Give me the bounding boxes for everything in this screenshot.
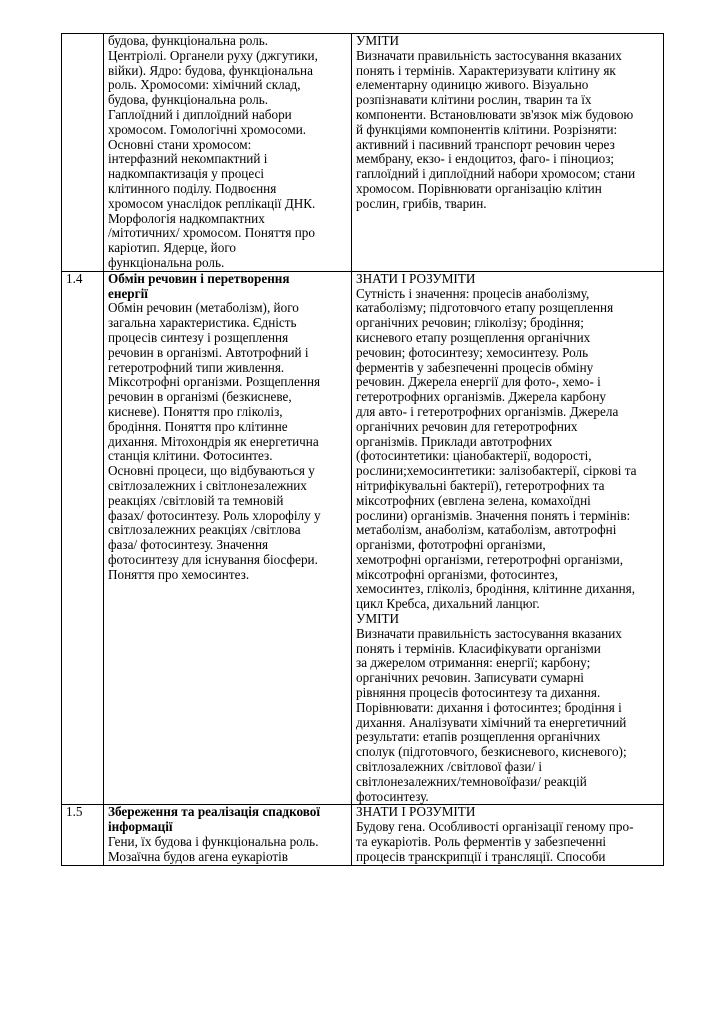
topic-text-line: Основні процеси, що відбуваються у [108, 463, 315, 479]
requirements-text-line: світлозалежних /світлової фази/ і [356, 759, 543, 775]
requirements-text-line: гаплоїдний і диплоїдний набори хромосом; стани [356, 166, 636, 182]
topic-text-line: війки). Ядро: будова, функціональна [108, 62, 313, 78]
requirements-text-line: сполук (підготовчого, безкисневого, кисневого); [356, 744, 627, 760]
topic-text-line: світлозалежних реакціях /світлова [108, 522, 301, 538]
topic-text-line: загальна характеристика. Єдність [108, 315, 297, 331]
topic-text-line: Основні стани хромосом: [108, 136, 252, 152]
requirements-text-line: організми, фототрофні організми, [356, 537, 546, 553]
requirements-text-line: нітрифікувальні бактерії), гетеротрофних та [356, 477, 605, 493]
requirements-text-line: рослини;хемосинтетики: залізобактерії, сіркові та [356, 463, 637, 479]
topic-text-line: /мітотичних/ хромосом. Поняття про [108, 225, 315, 241]
requirements-text-line: результати: етапів розщеплення органічних [356, 729, 601, 745]
topic-text-line: станція клітини. Фотосинтез. [108, 448, 273, 464]
requirements-text-line: рослин, грибів, тварин. [356, 195, 487, 211]
requirements-text-line: світлонезалежних/темновоїфази/ реакцій [356, 773, 587, 789]
requirements-text-line: Будову гена. Особливості організації геному про- [356, 819, 634, 835]
requirements-text-line: ферментів у забезпеченні процесів обміну [356, 359, 594, 375]
requirements-text-line: мембрану, екзо- і ендоцитоз, фаго- і піноциоз; [356, 151, 615, 167]
requirements-text-line: ЗНАТИ І РОЗУМІТИ [356, 804, 476, 820]
requirements-text-line: для авто- і гетеротрофних організмів. Джерела [356, 403, 619, 419]
requirements-text-line: Визначати правильність застосування вказаних [356, 625, 622, 641]
topic-text-line: хромосом. Гомологічні хромосоми. [108, 121, 307, 137]
section-number: 1.5 [62, 805, 104, 865]
requirements-text-line: (фотосинтетики: ціанобактерії, водорості, [356, 448, 592, 464]
requirements-text-line: понять і термінів. Класифікувати організми [356, 640, 601, 656]
topic-text-line: будова, функціональна роль. [108, 92, 269, 108]
topic-text-line: хромосом унаслідок реплікації ДНК. [108, 195, 316, 211]
requirements-text-line: УМІТИ [356, 33, 400, 48]
requirements-text-line: Сутність і значення: процесів анаболізму, [356, 285, 590, 301]
topic-text-line: каріотип. Ядерце, його [108, 240, 236, 256]
requirements-text-line: Порівнювати: дихання і фотосинтез; бродіння і [356, 699, 622, 715]
table-row [62, 34, 664, 272]
topic-text-line: роль. Хромосоми: хімічний склад, [108, 77, 301, 93]
topic-text-line: дихання. Мітохондрія як енергетична [108, 433, 319, 449]
requirements-text-line: органічних речовин. Записувати сумарні [356, 670, 584, 686]
requirements-cell [352, 271, 664, 805]
requirements-text-line: компоненти. Встановлювати зв'язок між будовою [356, 106, 634, 122]
requirements-text-line: процесів транскрипції і трансляції. Способи [356, 848, 606, 864]
requirements-cell [352, 805, 664, 865]
requirements-text-line: речовин. Джерела енергії для фото-, хемо- і [356, 374, 601, 390]
requirements-text-line: хемосинтез, гліколіз, бродіння, клітинне дихання, [356, 581, 636, 597]
requirements-text-line: органічних речовин; гліколізу; бродіння; [356, 315, 584, 331]
requirements-cell [352, 34, 664, 272]
requirements-text-line: фотосинтезу. [356, 788, 429, 804]
topic-text-line: Гаплоїдний і диплоїдний набори [108, 106, 292, 122]
requirements-text-line: організмів. Приклади автотрофних [356, 433, 553, 449]
topic-text-line: Центріолі. Органели руху (джгутики, [108, 47, 318, 63]
requirements-text-line: метаболізм, анаболізм, катаболізм, автотрофні [356, 522, 617, 538]
requirements-text-line: ЗНАТИ І РОЗУМІТИ [356, 271, 476, 286]
section-number: 1.4 [62, 271, 104, 805]
requirements-text-line: УМІТИ [356, 611, 400, 627]
topic-text-line: будова, функціональна роль. [108, 33, 269, 48]
topic-text-line: гетеротрофний типи живлення. [108, 359, 285, 375]
requirements-text-line: розпізнавати клітини рослин, тварин та їх [356, 92, 592, 108]
topic-title-line: Обмін речовин і перетворення [108, 271, 290, 286]
requirements-text-line: Визначати правильність застосування вказаних [356, 47, 622, 63]
requirements-text-line: й функціями компонентів клітини. Розрізняти: [356, 121, 618, 137]
topic-text-line: Міксотрофні організми. Розщеплення [108, 374, 321, 390]
topic-text-line: Морфологія надкомпактних [108, 210, 265, 226]
topic-text-line: Гени, їх будова і функціональна роль. [108, 834, 319, 850]
topic-text-line: процесів синтезу і розщеплення [108, 329, 289, 345]
requirements-text-line: хромосом. Порівнювати організацію клітин [356, 180, 602, 196]
requirements-text-line: міксотрофні організми, фотосинтез, [356, 566, 558, 582]
requirements-text-line: та еукаріотів. Роль ферментів у забезпеченні [356, 834, 607, 850]
topic-text-line: фазах/ фотосинтезу. Роль хлорофілу у [108, 507, 321, 523]
requirements-text-line: гетеротрофних організмів. Джерела карбону [356, 389, 606, 405]
topic-text-line: надкомпактизація у процесі [108, 166, 265, 182]
topic-text-line: клітинного поділу. Подвоєння [108, 180, 277, 196]
requirements-text-line: хемотрофні організми, гетеротрофні організми, [356, 551, 624, 567]
requirements-text-line: кисневого етапу розщеплення органічних [356, 329, 591, 345]
section-number [62, 34, 104, 272]
requirements-text-line: елементарну одиницю живого. Візуально [356, 77, 589, 93]
topic-text-line: речовин в організмі. Автотрофний і [108, 344, 309, 360]
requirements-text-line: рослини) організмів. Значення понять і термінів: [356, 507, 631, 523]
table-row [62, 805, 664, 865]
requirements-text-line: за джерелом отримання: енергії; карбону; [356, 655, 591, 671]
requirements-text-line: органічних речовин для гетеротрофних [356, 418, 578, 434]
topic-text-line: інтерфазний некомпактний і [108, 151, 268, 167]
topic-text-line: функціональна роль. [108, 254, 225, 270]
requirements-text-line: міксотрофних (евглена зелена, комахоїдні [356, 492, 591, 508]
topic-text-line: Мозаїчна будов агена еукаріотів [108, 848, 289, 864]
topic-content-cell [104, 271, 352, 805]
requirements-text-line: катаболізму; підготовчого етапу розщеплення [356, 300, 614, 316]
topic-text-line: світлозалежних і світлонезалежних [108, 477, 307, 493]
curriculum-table [61, 33, 664, 866]
requirements-text-line: речовин; фотосинтезу; хемосинтезу. Роль [356, 344, 589, 360]
topic-title-line: Збереження та реалізація спадкової [108, 804, 321, 820]
topic-content-cell [104, 34, 352, 272]
topic-text-line: фаза/ фотосинтезу. Значення [108, 537, 269, 553]
topic-text-line: фотосинтезу для існування біосфери. [108, 551, 318, 567]
topic-text-line: Поняття про хемосинтез. [108, 566, 250, 582]
topic-title-line: інформації [108, 819, 173, 835]
requirements-text-line: цикл Кребса, дихальний ланцюг. [356, 596, 540, 612]
topic-title-line: енергії [108, 285, 148, 301]
topic-text-line: кисневе). Поняття про гліколіз, [108, 403, 283, 419]
requirements-text-line: дихання. Аналізувати хімічний та енергетичний [356, 714, 627, 730]
topic-text-line: речовин в організмі (безкисневе, [108, 389, 292, 405]
requirements-text-line: рівняння процесів фотосинтезу та дихання. [356, 685, 601, 701]
topic-text-line: бродіння. Поняття про клітинне [108, 418, 288, 434]
topic-text-line: реакціях /світловій та темновій [108, 492, 284, 508]
topic-text-line: Обмін речовин (метаболізм), його [108, 300, 299, 316]
requirements-text-line: понять і термінів. Характеризувати клітину як [356, 62, 616, 78]
topic-content-cell [104, 805, 352, 865]
table-row [62, 271, 664, 805]
requirements-text-line: активний і пасивний транспорт речовин через [356, 136, 615, 152]
